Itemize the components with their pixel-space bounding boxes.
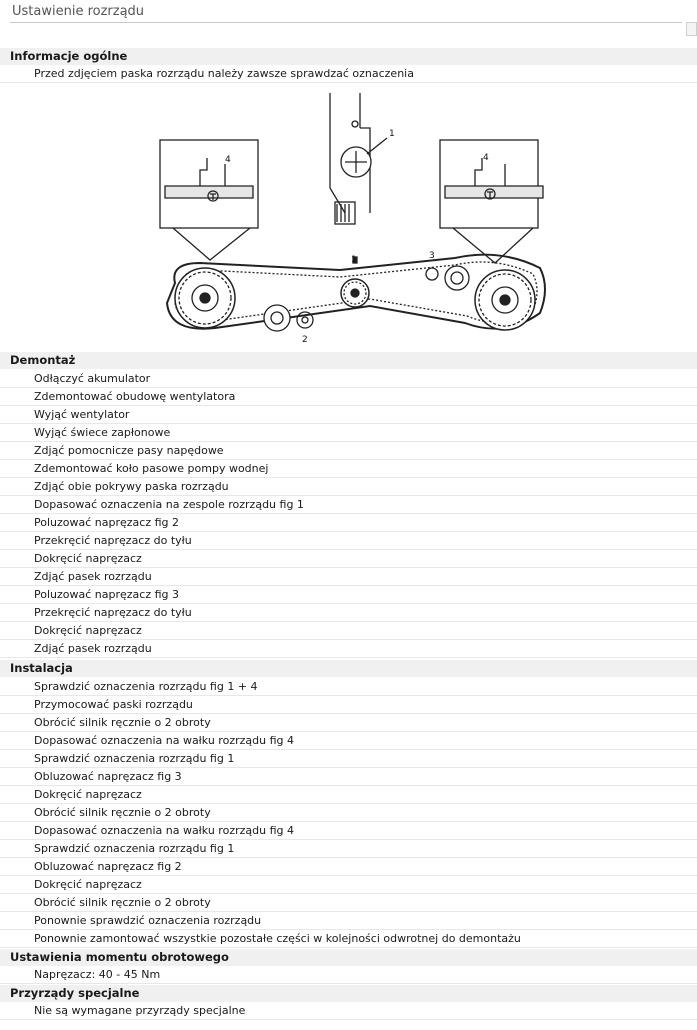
list-item: Wyjąć świece zapłonowe xyxy=(0,424,697,442)
callout-label: 3 xyxy=(429,251,435,261)
list-item: Obrócić silnik ręcznie o 2 obroty xyxy=(0,714,697,732)
list-item: Dopasować oznaczenia na wałku rozrządu fig 4 xyxy=(0,732,697,750)
list-item: Obrócić silnik ręcznie o 2 obroty xyxy=(0,894,697,912)
page-title: Ustawienie rozrządu xyxy=(12,4,145,19)
list-item: Ponownie sprawdzić oznaczenia rozrządu xyxy=(0,912,697,930)
list-item: Obrócić silnik ręcznie o 2 obroty xyxy=(0,804,697,822)
section-header-installation: Instalacja xyxy=(0,660,697,677)
callout-label: 4 xyxy=(483,153,489,163)
callout-label: 1 xyxy=(389,129,395,139)
list-item: Sprawdzić oznaczenia rozrządu fig 1 xyxy=(0,750,697,768)
list-item: Dopasować oznaczenia na wałku rozrządu fig 4 xyxy=(0,822,697,840)
list-item: Dokręcić napręzacz xyxy=(0,786,697,804)
callout-label: 1 xyxy=(351,255,357,265)
list-item: Sprawdzić oznaczenia rozrządu fig 1 + 4 xyxy=(0,678,697,696)
list-item: Zdemontować koło pasowe pompy wodnej xyxy=(0,460,697,478)
list-item: Przekręcić napręzacz do tyłu xyxy=(0,604,697,622)
callout-label: 4 xyxy=(225,155,231,165)
list-item: Dokręcić napręzacz xyxy=(0,550,697,568)
title-divider xyxy=(10,22,682,23)
section-header-removal: Demontaż xyxy=(0,352,697,369)
list-item: Zdjąć obie pokrywy paska rozrządu xyxy=(0,478,697,496)
list-item: Poluzować napręzacz fig 3 xyxy=(0,586,697,604)
list-item: Zdjąć pasek rozrządu xyxy=(0,568,697,586)
section-header-special-tools: Przyrządy specjalne xyxy=(0,985,697,1002)
list-item: Nie są wymagane przyrządy specjalne xyxy=(0,1002,697,1020)
list-item: Wyjąć wentylator xyxy=(0,406,697,424)
list-item: Poluzować napręzacz fig 2 xyxy=(0,514,697,532)
list-item: Zdjąć pasek rozrządu xyxy=(0,640,697,658)
list-item: Dokręcić napręzacz xyxy=(0,622,697,640)
callout-label: 2 xyxy=(302,335,308,345)
list-item: Przymocować paski rozrządu xyxy=(0,696,697,714)
list-item: Dokręcić napręzacz xyxy=(0,876,697,894)
list-item: Napręzacz: 40 - 45 Nm xyxy=(0,966,697,984)
list-item: Obluzować napręzacz fig 2 xyxy=(0,858,697,876)
list-item: Przekręcić napręzacz do tyłu xyxy=(0,532,697,550)
timing-belt-diagram xyxy=(155,88,555,350)
section-header-torque-settings: Ustawienia momentu obrotowego xyxy=(0,949,697,966)
list-item: Zdemontować obudowę wentylatora xyxy=(0,388,697,406)
list-item: Dopasować oznaczenia na zespole rozrządu fig 1 xyxy=(0,496,697,514)
list-item: Przed zdjęciem paska rozrządu należy zawsze sprawdzać oznaczenia xyxy=(0,65,697,83)
list-item: Sprawdzić oznaczenia rozrządu fig 1 xyxy=(0,840,697,858)
list-item: Zdjąć pomocnicze pasy napędowe xyxy=(0,442,697,460)
list-item: Ponownie zamontować wszystkie pozostałe części w kolejności odwrotnej do demontażu xyxy=(0,930,697,948)
scroll-arrow-icon[interactable] xyxy=(686,22,697,36)
section-header-general-info: Informacje ogólne xyxy=(0,48,697,65)
list-item: Odłączyć akumulator xyxy=(0,370,697,388)
list-item: Obluzować napręzacz fig 3 xyxy=(0,768,697,786)
